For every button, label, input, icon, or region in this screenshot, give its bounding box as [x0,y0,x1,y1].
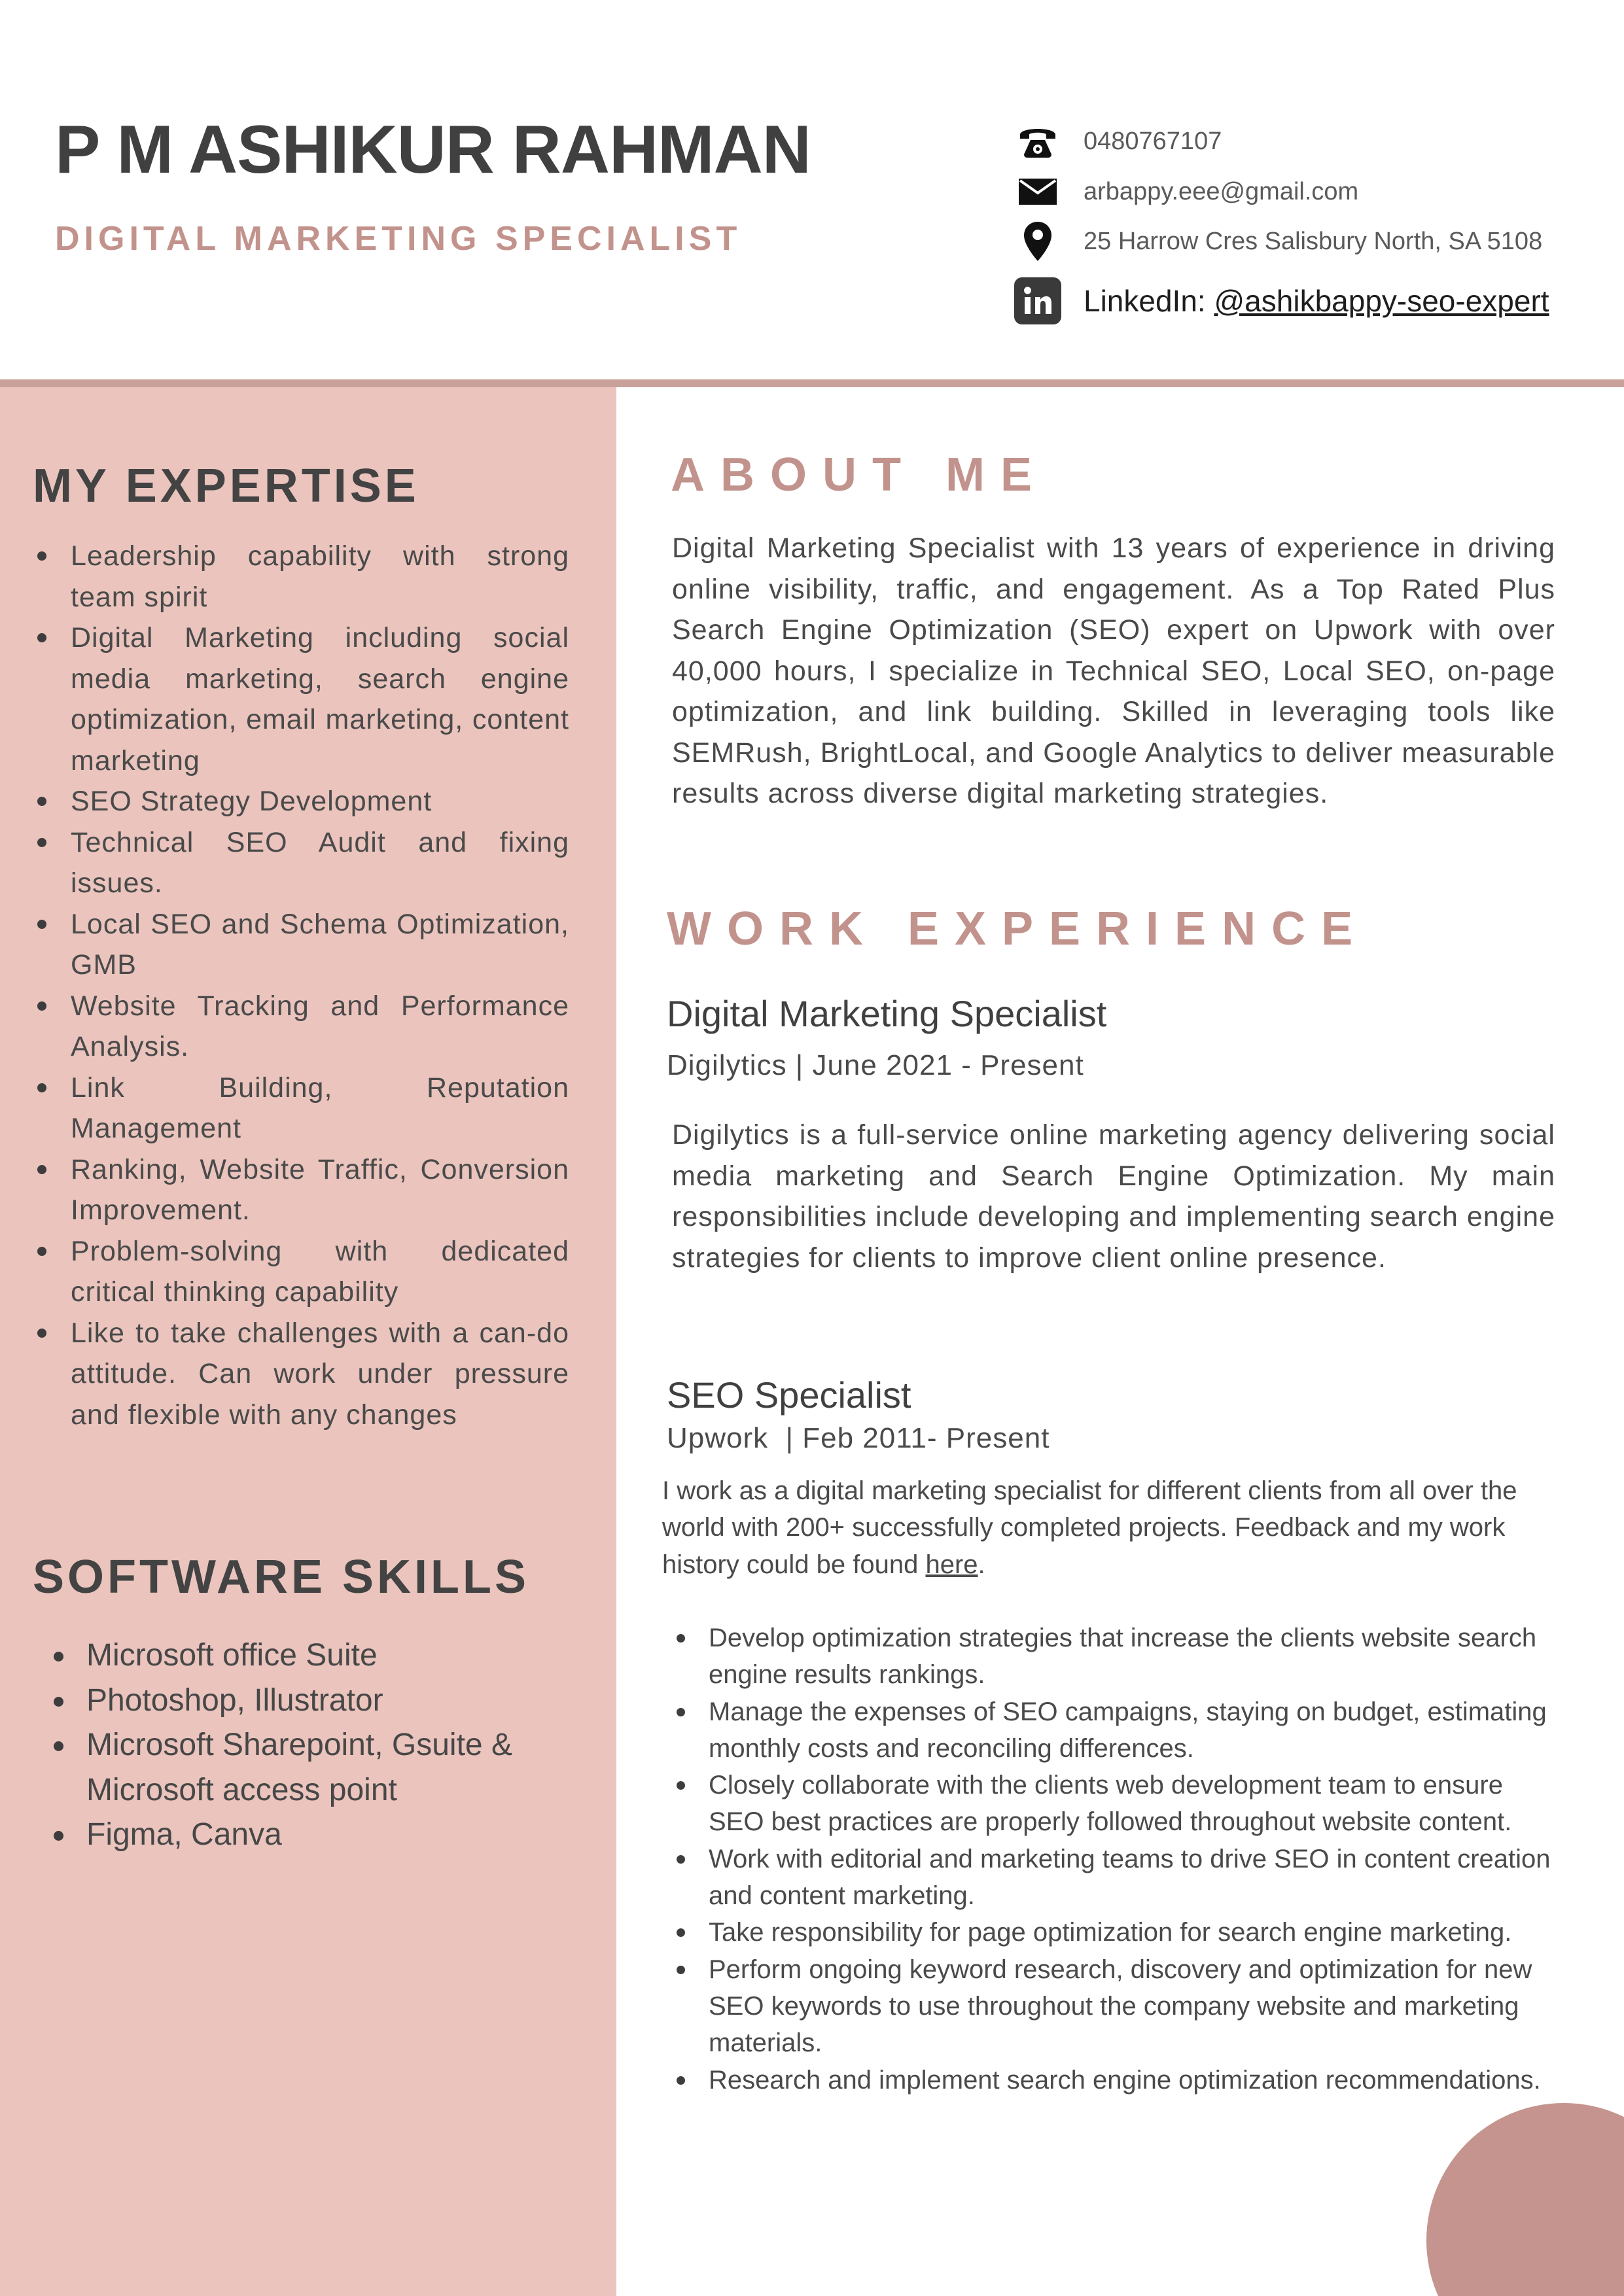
candidate-name: P M ASHIKUR RAHMAN [55,112,811,188]
duty-item: Manage the expenses of SEO campaigns, staying on budget, estimating monthly costs and reconciling differences. [662,1694,1552,1767]
email-address: arbappy.eee@gmail.com [1084,177,1359,205]
linkedin-link[interactable] [1084,283,1549,319]
job-title: SEO Specialist [667,1374,911,1416]
expertise-item: Link Building, Reputation Management [33,1068,569,1149]
location-pin-icon [1014,218,1061,265]
expertise-item: Like to take challenges with a can-do attitude. Can work under pressure and flexible with any changes [33,1313,569,1436]
duties-list [662,1620,1552,2098]
main-content [616,387,1624,2296]
expertise-item: Leadership capability with strong team spirit [33,536,569,617]
expertise-item: SEO Strategy Development [33,781,569,822]
sidebar [0,387,616,2296]
phone-number: 0480767107 [1084,127,1222,155]
header-divider [0,379,1624,387]
expertise-list [33,536,569,1435]
contact-email [1014,168,1358,215]
about-heading: ABOUT ME [671,449,1048,501]
job-meta: Upwork | Feb 2011- Present [667,1422,1050,1454]
expertise-item: Technical SEO Audit and fixing issues. [33,822,569,904]
linkedin-handle[interactable]: @ashikbappy-seo-expert [1214,284,1549,318]
job-title: Digital Marketing Specialist [667,993,1107,1034]
duty-item: Perform ongoing keyword research, discovery and optimization for new SEO keywords to use throughout the company website and marketing materials. [662,1951,1552,2062]
phone-icon [1014,118,1061,165]
software-list [46,1633,569,1858]
job-description-end: . [978,1550,985,1579]
contact-phone [1014,118,1222,165]
duty-item: Develop optimization strategies that increase the clients website search engine results rankings. [662,1620,1552,1694]
expertise-item: Website Tracking and Performance Analysis. [33,986,569,1068]
about-text: Digital Marketing Specialist with 13 years of experience in driving online visibility, traffic, and engagement. As a Top Rated Plus Search Engine Optimization (SEO) expert on Upwork with over 40,000 hours, I specialize in Technical SEO, Local SEO, on-page optimization, and link building. Skilled in leveraging tools like SEMRush, BrightLocal, and Google Analytics to deliver measurable results across diverse digital marketing strategies. [672,532,1555,809]
software-item: Microsoft Sharepoint, Gsuite & Microsoft access point [46,1723,569,1813]
duty-item: Research and implement search engine optimization recommendations. [662,2062,1552,2098]
software-item: Figma, Canva [46,1813,569,1858]
experience-heading: WORK EXPERIENCE [667,903,1369,955]
expertise-item: Problem-solving with dedicated critical thinking capability [33,1231,569,1313]
expertise-heading: MY EXPERTISE [33,460,419,512]
expertise-item: Digital Marketing including social media marketing, search engine optimization, email marketing, content marketing [33,617,569,781]
work-history-link[interactable]: here [925,1550,978,1579]
expertise-item: Local SEO and Schema Optimization, GMB [33,904,569,986]
linkedin-prefix: LinkedIn: [1084,284,1214,318]
job-description [662,1472,1552,1583]
job-description: Digilytics is a full-service online marketing agency delivering social media marketing and Search Engine Optimization. My main responsibilities include developing and implementing search engine strategies for clients to improve client online presence. [672,1119,1555,1274]
contact-address [1014,218,1542,265]
software-item: Photoshop, Illustrator [46,1679,569,1724]
duty-item: Work with editorial and marketing teams to drive SEO in content creation and content marketing. [662,1841,1552,1915]
software-item: Microsoft office Suite [46,1633,569,1679]
email-icon [1014,168,1061,215]
expertise-item: Ranking, Website Traffic, Conversion Improvement. [33,1149,569,1231]
contact-linkedin[interactable] [1014,277,1549,324]
street-address: 25 Harrow Cres Salisbury North, SA 5108 [1084,227,1543,255]
candidate-role: DIGITAL MARKETING SPECIALIST [55,220,742,258]
job-meta: Digilytics | June 2021 - Present [667,1049,1084,1081]
job-description-text: I work as a digital marketing specialist for different clients from all over the world with 200+ successfully completed projects. Feedback and my work history could be found [662,1476,1517,1579]
linkedin-icon [1014,277,1061,324]
duty-item: Take responsibility for page optimization for search engine marketing. [662,1914,1552,1951]
software-heading: SOFTWARE SKILLS [33,1551,529,1603]
resume-header [0,0,1624,383]
duty-item: Closely collaborate with the clients web development team to ensure SEO best practices are properly followed throughout website content. [662,1767,1552,1841]
